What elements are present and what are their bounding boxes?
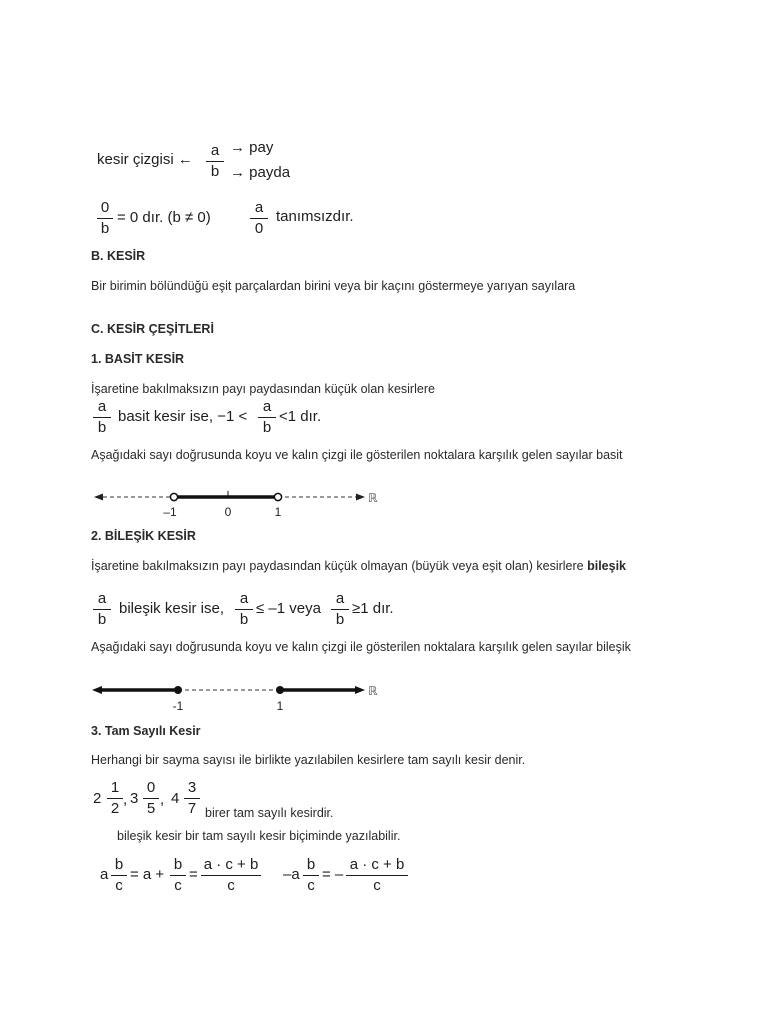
numerator: a · c + b [203, 856, 259, 873]
formula-2-neg-a: –a [283, 866, 300, 883]
fraction-bar [97, 218, 113, 219]
denominator: b [262, 419, 272, 436]
example-3-fraction [184, 779, 200, 818]
bilesik-text-plain: İşaretine bakılmaksızın payı paydasından küçük olmayan (büyük veya eşit olan) kesirlere [91, 559, 588, 573]
fraction-bar [235, 609, 253, 610]
axis-label-minus-one: –1 [163, 505, 177, 519]
denominator: c [373, 877, 381, 894]
denominator: b [97, 611, 107, 628]
open-point-left [170, 493, 177, 500]
axis-label-zero: 0 [224, 505, 232, 519]
numerator: a [254, 199, 264, 216]
fraction-line-label: kesir çizgisi ← [97, 151, 193, 168]
numerator: a [210, 142, 220, 159]
basit-fraction [93, 398, 111, 437]
formula-1-fraction-2 [170, 856, 186, 895]
numerator: a [335, 590, 345, 607]
tam-note: bileşik kesir bir tam sayılı kesir biçiminde yazılabilir. [117, 829, 401, 843]
denominator: b [335, 611, 345, 628]
bilesik-fraction [93, 590, 111, 629]
examples-text: birer tam sayılı kesirdir. [205, 806, 334, 820]
numerator: 0 [100, 199, 110, 216]
bilesik-condition-text: bileşik kesir ise, [119, 600, 225, 617]
numerator: b [114, 856, 124, 873]
example-2-whole: 3 [130, 790, 139, 807]
zero-fraction [97, 199, 113, 238]
payda-label: → payda [230, 164, 291, 181]
numerator: 3 [187, 779, 197, 796]
closed-point-right [276, 686, 284, 694]
denominator: c [227, 877, 235, 894]
bilesik-number-line [88, 677, 388, 715]
pay-label: → pay [230, 139, 274, 156]
numerator: b [306, 856, 316, 873]
denominator: b [239, 611, 249, 628]
numerator: 1 [110, 779, 120, 796]
fraction-bar [346, 875, 408, 876]
fraction-bar [143, 798, 159, 799]
numerator: a · c + b [349, 856, 405, 873]
undefined-fraction [250, 199, 268, 238]
bilesik-condition-end: ≥1 dır. [352, 600, 394, 617]
right-arrow-icon [356, 494, 365, 501]
formula-1-a: a [100, 866, 109, 883]
formula-2-eq: = – [322, 866, 344, 883]
denominator: c [115, 877, 123, 894]
basit-condition-text: basit kesir ise, −1 < [118, 408, 248, 425]
fraction-bar [107, 798, 123, 799]
denominator: 2 [110, 800, 120, 817]
fraction-bar [184, 798, 200, 799]
example-1-whole: 2 [93, 790, 102, 807]
numerator: a [97, 398, 107, 415]
numerator: 0 [146, 779, 156, 796]
denominator: b [97, 419, 107, 436]
tam-text: Herhangi bir sayma sayısı ile birlikte yazılabilen kesirlere tam sayılı kesir denir. [91, 753, 526, 767]
fraction-bar [201, 875, 261, 876]
fraction-bar [250, 218, 268, 219]
zero-equation: = 0 dır. (b ≠ 0) [117, 209, 211, 226]
fraction-bar [206, 161, 224, 162]
bilesik-fraction-2 [235, 590, 253, 629]
fraction-bar [111, 875, 127, 876]
numerator: a [97, 590, 107, 607]
axis-label-one: 1 [274, 505, 282, 519]
basit-number-line [88, 484, 388, 520]
fraction-bar [170, 875, 186, 876]
bilesik-heading: 2. BİLEŞİK KESİR [91, 529, 196, 543]
fraction-bar [303, 875, 319, 876]
denominator: 0 [254, 220, 264, 237]
numerator: b [173, 856, 183, 873]
numerator: a [239, 590, 249, 607]
closed-point-left [174, 686, 182, 694]
denominator: c [174, 877, 182, 894]
bilesik-fraction-3 [331, 590, 349, 629]
axis-label-minus-one: -1 [172, 699, 184, 713]
basit-heading: 1. BASİT KESİR [91, 352, 185, 366]
axis-label-one: 1 [276, 699, 284, 713]
example-2-fraction [143, 779, 159, 818]
intro-fraction [206, 142, 224, 181]
basit-caption: Aşağıdaki sayı doğrusunda koyu ve kalın çizgi ile gösterilen noktalara karşılık gelen sayılar basit [91, 448, 623, 462]
bilesik-text [91, 559, 626, 573]
denominator: 5 [146, 800, 156, 817]
example-separator-1: , [123, 791, 128, 808]
fraction-bar [331, 609, 349, 610]
example-3-whole: 4 [171, 790, 180, 807]
formula-2-fraction-2 [346, 856, 408, 895]
denominator: b [100, 220, 110, 237]
section-c-heading: C. KESİR ÇEŞİTLERİ [91, 322, 214, 336]
example-separator-2: , [160, 791, 165, 808]
bilesik-caption: Aşağıdaki sayı doğrusunda koyu ve kalın çizgi ile gösterilen noktalara karşılık gelen sayılar bileşik [91, 640, 631, 654]
formula-1-fraction-3 [201, 856, 261, 895]
fraction-bar [93, 609, 111, 610]
fraction-bar [258, 417, 276, 418]
basit-condition-end: <1 dır. [279, 408, 322, 425]
formula-1-eq2: = [189, 866, 198, 883]
denominator: c [307, 877, 315, 894]
left-arrow-icon [94, 494, 103, 501]
numerator: a [262, 398, 272, 415]
formula-2-fraction-1 [303, 856, 319, 895]
tam-heading: 3. Tam Sayılı Kesir [91, 724, 201, 738]
section-b-heading: B. KESİR [91, 249, 146, 263]
basit-fraction-2 [258, 398, 276, 437]
real-numbers-symbol: ℝ [368, 684, 378, 698]
real-numbers-symbol: ℝ [368, 491, 378, 505]
section-b-text: Bir birimin bölündüğü eşit parçalardan birini veya bir kaçını göstermeye yarıyan sayılara [91, 279, 576, 293]
denominator: b [210, 163, 220, 180]
basit-text: İşaretine bakılmaksızın payı paydasından küçük olan kesirlere [91, 382, 435, 396]
right-arrow-icon [355, 686, 365, 694]
undefined-text: tanımsızdır. [276, 208, 354, 225]
formula-1-fraction-1 [111, 856, 127, 895]
denominator: 7 [187, 800, 197, 817]
example-1-fraction [107, 779, 123, 818]
formula-1-eq1: = a + [130, 866, 165, 883]
bilesik-text-bold: bileşik [587, 559, 627, 573]
bilesik-condition-mid: ≤ –1 veya [256, 600, 321, 617]
fraction-bar [93, 417, 111, 418]
open-point-right [274, 493, 281, 500]
